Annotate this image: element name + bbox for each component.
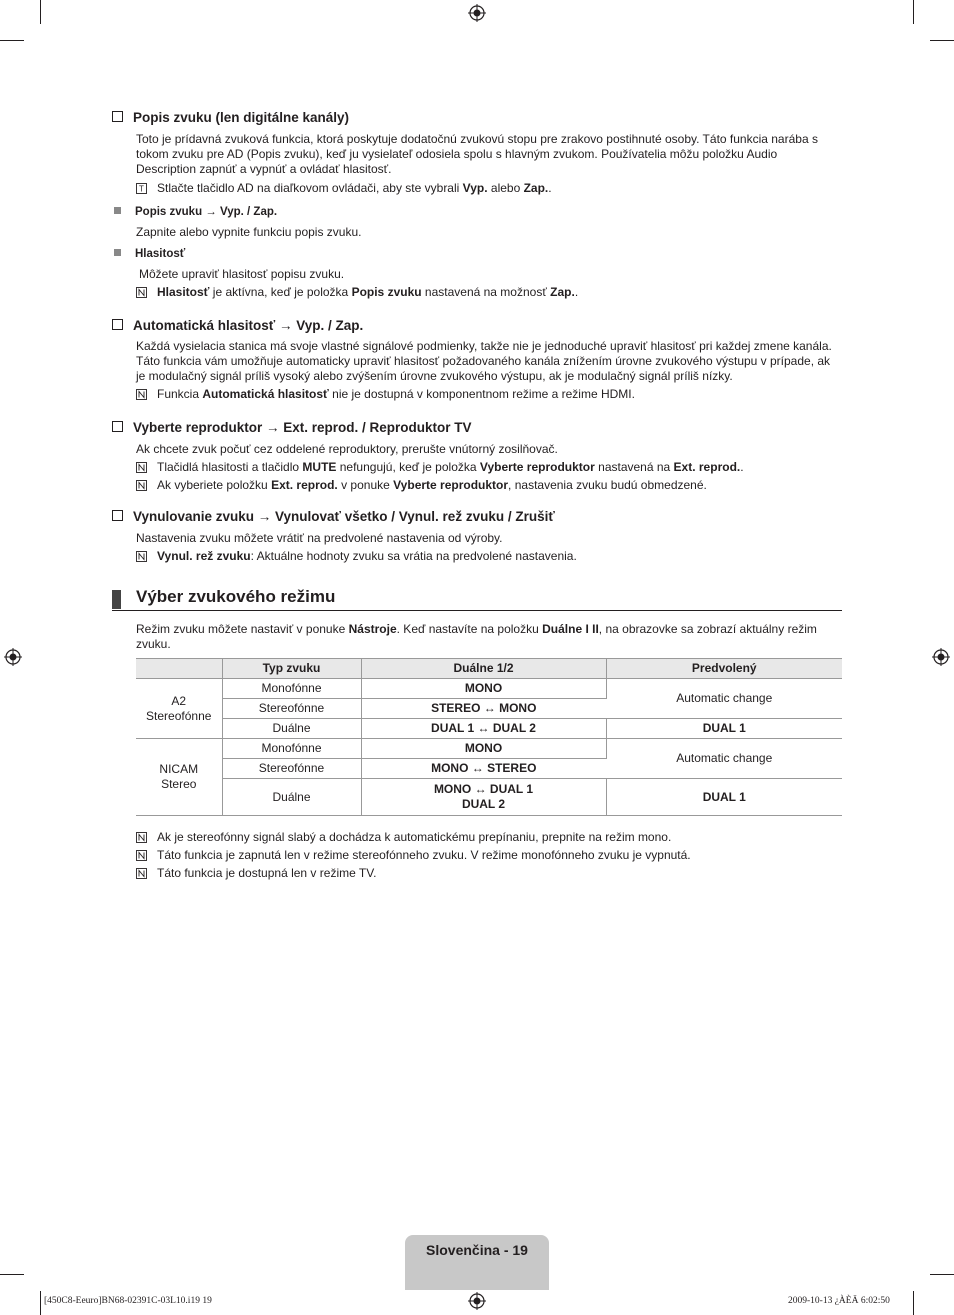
note-icon	[136, 287, 147, 298]
checkbox-bullet-icon	[112, 510, 123, 521]
table-row	[136, 679, 842, 699]
paragraph-vynulovanie-zvuku: Nastavenia zvuku môžete vrátiť na predvolené nastavenia od výroby.	[136, 531, 503, 545]
note-ext-reprod: Ak vyberiete položku Ext. reprod. v ponuke Vyberte reproduktor, nastavenia zvuku budú obmedzené.	[136, 478, 836, 493]
square-bullet-icon	[114, 249, 121, 256]
table-cell: Stereofónne	[222, 699, 361, 719]
paragraph-vyberte-reproduktor: Ak chcete zvuk počuť cez oddelené reproduktory, prerušte vnútorný zosilňovač.	[136, 442, 558, 456]
crop-mark	[930, 40, 954, 41]
checkbox-bullet-icon	[112, 319, 123, 330]
paragraph-section-intro: Režim zvuku môžete nastaviť v ponuke Nástroje. Keď nastavíte na položku Duálne I II, na obrazovke sa zobrazí aktuálny režim zvuku.	[136, 622, 817, 651]
heading-vynulovanie-zvuku: Vynulovanie zvuku → Vynulovať všetko / Vynul. rež zvuku / Zrušiť	[112, 509, 555, 525]
table-cell: Duálne	[222, 719, 361, 739]
crop-mark	[930, 1274, 954, 1275]
registration-mark-icon	[932, 648, 950, 666]
subheading-popis-zvuku-vyp-zap: Popis zvuku → Vyp. / Zap.	[114, 205, 277, 219]
table-row	[136, 719, 842, 739]
paragraph-popis-zvuku: Toto je prídavná zvuková funkcia, ktorá poskytuje dodatočnú zvukovú stopu pre zrakovo postihnuté osoby. Táto funkcia narába s tokom zvuku pre AD (Popis zvuku), keď ju vysielateľ odosiela spolu s hlavným zvukom. Používatelia môžu položku Audio Description zapnúť a vypnúť a ovládať hlasitosť.	[136, 132, 818, 176]
table-cell: MONO	[361, 679, 606, 699]
section-underline	[112, 610, 842, 611]
remote-note-icon	[136, 183, 147, 194]
table-cell: MONO	[361, 739, 606, 759]
heading-automaticka-hlasitost: Automatická hlasitosť → Vyp. / Zap.	[112, 318, 363, 334]
note-vynul-rez-zvuku: Vynul. rež zvuku: Aktuálne hodnoty zvuku sa vrátia na predvolené nastavenia.	[136, 549, 836, 564]
crop-mark	[0, 1274, 24, 1275]
table-group-label-a2: A2 Stereofónne	[136, 679, 222, 739]
checkbox-bullet-icon	[112, 111, 123, 122]
subheading-hlasitost: Hlasitosť	[114, 247, 185, 261]
note-icon	[136, 462, 147, 473]
registration-mark-icon	[468, 1292, 486, 1310]
heading-vyberte-reproduktor: Vyberte reproduktor → Ext. reprod. / Reproduktor TV	[112, 420, 472, 436]
note-automaticka-hlasitost: Funkcia Automatická hlasitosť nie je dostupná v komponentnom režime a režime HDMI.	[136, 387, 836, 402]
table-group-label-nicam: NICAM Stereo	[136, 739, 222, 816]
checkbox-bullet-icon	[112, 421, 123, 432]
table-header: Typ zvuku	[222, 659, 361, 679]
section-title: Výber zvukového režimu	[136, 587, 336, 606]
paragraph-sub1: Zapnite alebo vypnite funkciu popis zvuku.	[136, 225, 362, 239]
table-cell: Stereofónne	[222, 759, 361, 779]
note-icon	[136, 551, 147, 562]
section-marker-bar	[112, 590, 121, 609]
note-weak-signal: Ak je stereofónny signál slabý a dochádza k automatickému prepínaniu, prepnite na režim mono.	[136, 830, 836, 845]
table-header-row	[136, 659, 842, 679]
heading-popis-zvuku: Popis zvuku (len digitálne kanály)	[112, 110, 349, 126]
print-slug-left: [450C8-Eeuro]BN68-02391C-03L10.i19 19	[44, 1296, 212, 1306]
registration-mark-icon	[4, 648, 22, 666]
square-bullet-icon	[114, 207, 121, 214]
table-cell: MONO ↔ STEREO	[361, 759, 606, 779]
svg-text:T: T	[139, 184, 144, 194]
crop-mark	[913, 0, 914, 24]
table-header: Predvolený	[606, 659, 842, 679]
note-icon	[136, 832, 147, 843]
table-cell: DUAL 1	[606, 779, 842, 816]
note-icon	[136, 389, 147, 400]
crop-mark	[40, 0, 41, 24]
note-tv-only: Táto funkcia je dostupná len v režime TV.	[136, 866, 836, 881]
paragraph-sub2: Môžete upraviť hlasitosť popisu zvuku.	[139, 267, 345, 281]
table-cell: Automatic change	[606, 679, 842, 719]
note-icon	[136, 850, 147, 861]
note-stereo-only: Táto funkcia je zapnutá len v režime stereofónneho zvuku. V režime monofónneho zvuku je vypnutá.	[136, 848, 836, 863]
table-cell: Monofónne	[222, 739, 361, 759]
note-icon	[136, 480, 147, 491]
registration-mark-icon	[468, 4, 486, 22]
table-row	[136, 779, 842, 816]
print-slug-right: 2009-10-13 ¿ÀÈÄ 6:02:50	[788, 1296, 890, 1306]
table-cell: STEREO ↔ MONO	[361, 699, 606, 719]
note-mute: Tlačidlá hlasitosti a tlačidlo MUTE nefungujú, keď je položka Vyberte reproduktor nastavená na Ext. reprod..	[136, 460, 836, 475]
table-cell: MONO ↔ DUAL 1 DUAL 2	[361, 779, 606, 816]
table-cell: Duálne	[222, 779, 361, 816]
sound-mode-table	[136, 658, 842, 816]
note-icon	[136, 868, 147, 879]
crop-mark	[0, 40, 24, 41]
table-row	[136, 739, 842, 759]
table-cell: Monofónne	[222, 679, 361, 699]
note-hlasitost: Hlasitosť je aktívna, keď je položka Popis zvuku nastavená na možnosť Zap..	[136, 285, 836, 300]
paragraph-automaticka-hlasitost: Každá vysielacia stanica má svoje vlastné signálové podmienky, takže nie je jednoduché upraviť hlasitosť pri každej zmene kanála. Táto funkcia vám umožňuje automaticky upraviť hlasitosť požadovaného kanála znížením úrovne zvukového výstupu v prípade, ak je modulačný signál príliš vysoký alebo zvýšením úrovne zvukového výstupu, ak je modulačný signál príliš nízky.	[136, 339, 832, 383]
page-number: Slovenčina - 19	[426, 1242, 528, 1258]
crop-mark	[40, 1291, 41, 1315]
table-header-empty	[136, 659, 222, 679]
table-header: Duálne 1/2	[361, 659, 606, 679]
table-cell: Automatic change	[606, 739, 842, 779]
note-ad-button: T Stlačte tlačidlo AD na diaľkovom ovládači, aby ste vybrali Vyp. alebo Zap..	[136, 181, 836, 196]
crop-mark	[913, 1291, 914, 1315]
table-cell: DUAL 1 ↔ DUAL 2	[361, 719, 606, 739]
table-cell: DUAL 1	[606, 719, 842, 739]
